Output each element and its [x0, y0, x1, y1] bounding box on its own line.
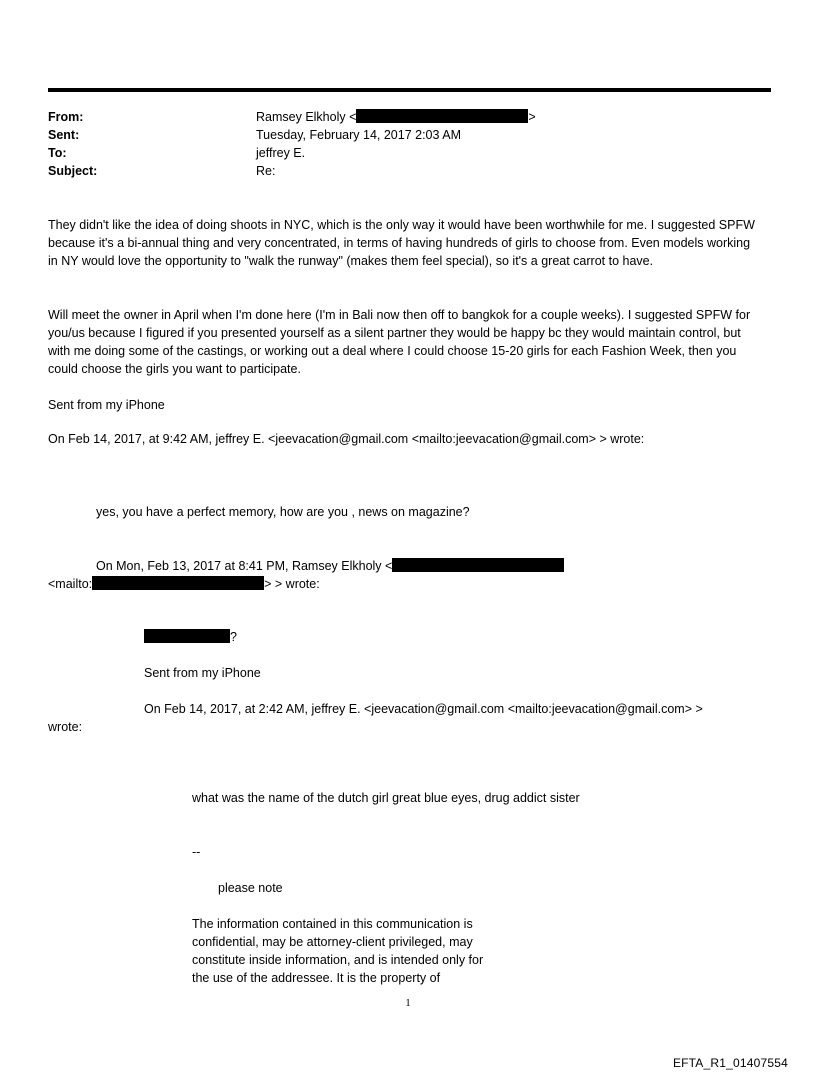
redaction-box: [144, 629, 230, 643]
disclaimer-line: The information contained in this communication is: [192, 917, 473, 931]
sent-label: Sent:: [48, 128, 80, 142]
from-label: From:: [48, 110, 84, 124]
quote2-redacted-line: [144, 628, 237, 646]
wrote-suffix: > > wrote:: [264, 577, 320, 591]
signature-dash: --: [192, 845, 201, 859]
quote1-text: yes, you have a perfect memory, how are you , news on magazine?: [96, 505, 470, 519]
quote-header-1: On Feb 14, 2017, at 9:42 AM, jeffrey E. <jeevacation@gmail.com <mailto:jeevacation@gmail.com> > wrote:: [48, 432, 645, 446]
disclaimer-line: confidential, may be attorney-client privileged, may: [192, 935, 473, 949]
page-number: 1: [405, 997, 411, 1009]
subject-value: Re:: [256, 164, 276, 178]
redaction-box: [356, 109, 528, 123]
to-label: To:: [48, 146, 67, 160]
subject-label: Subject:: [48, 164, 98, 178]
quote1-header-text: On Mon, Feb 13, 2017 at 8:41 PM, Ramsey Elkholy <: [96, 559, 393, 573]
please-note: please note: [218, 881, 283, 895]
document-id: EFTA_R1_01407554: [672, 1056, 788, 1070]
redaction-box: [92, 576, 264, 590]
quote1-header-line2: [48, 575, 320, 593]
mailto-prefix: <mailto:: [48, 577, 93, 591]
redaction-box: [392, 558, 564, 572]
sent-from-iphone: Sent from my iPhone: [48, 398, 165, 412]
sent-value: Tuesday, February 14, 2017 2:03 AM: [256, 128, 461, 142]
quote1-header-line1: [96, 557, 564, 575]
disclaimer-line: the use of the addressee. It is the property of: [192, 971, 441, 985]
body-paragraph-1: They didn't like the idea of doing shoots in NYC, which is the only way it would have been worthwhile for me. I suggested SPFW because it's a bi-annual thing and very concentrated, in terms of having hundreds of girls to choose from. Even models working in NY would love the opportunity to "walk the runway" (makes them feel special), so it's a great carrot to have.: [48, 218, 755, 268]
from-close: >: [528, 110, 536, 124]
body-paragraph-2: Will meet the owner in April when I'm done here (I'm in Bali now then off to bangkok for a couple weeks). I suggested SPFW for you/us because I figured if you presented yourself as a silent partner they would be happy bc they would maintain control, but with me doing some of the castings, or working out a deal where I could choose 15-20 girls for each Fashion Week, then you could choose the girls you want to participate.: [48, 308, 751, 376]
from-name: Ramsey Elkholy <: [256, 110, 357, 124]
from-value: [256, 108, 536, 126]
question-mark: ?: [230, 630, 237, 644]
to-value: jeffrey E.: [256, 146, 306, 160]
quote2-header-line1: On Feb 14, 2017, at 2:42 AM, jeffrey E. <jeevacation@gmail.com <mailto:jeevacation@gmail.com> >: [144, 702, 703, 716]
quote2-sent-from: Sent from my iPhone: [144, 666, 261, 680]
header-rule: [48, 88, 771, 92]
quote3-text: what was the name of the dutch girl great blue eyes, drug addict sister: [192, 791, 580, 805]
quote2-header-line2: wrote:: [48, 720, 83, 734]
disclaimer-line: constitute inside information, and is intended only for: [192, 953, 484, 967]
